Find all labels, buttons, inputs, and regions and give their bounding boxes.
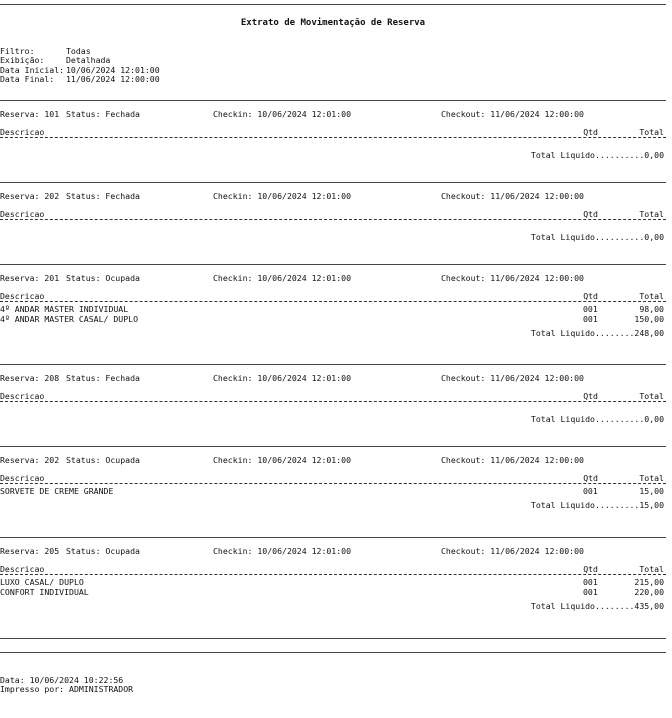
- column-header-qty: Qtd: [583, 291, 598, 301]
- column-header-total: Total: [639, 391, 664, 401]
- reservation-status: Status: Fechada: [66, 191, 140, 201]
- display-label: Exibição:: [0, 55, 45, 65]
- checkout-datetime: Checkout: 11/06/2024 12:00:00: [441, 273, 584, 283]
- display-value: Detalhada: [66, 55, 111, 65]
- item-qty: 001: [583, 486, 598, 496]
- reservation-status: Status: Fechada: [66, 109, 140, 119]
- checkin-datetime: Checkin: 10/06/2024 12:01:00: [213, 109, 352, 119]
- item-description: 4º ANDAR MASTER INDIVIDUAL: [0, 304, 129, 314]
- net-total: Total Liquido.........15,00: [530, 500, 664, 510]
- checkout-datetime: Checkout: 11/06/2024 12:00:00: [441, 191, 584, 201]
- block-top-rule: [0, 446, 666, 447]
- item-qty: 001: [583, 314, 598, 324]
- net-total: Total Liquido..........0,00: [530, 232, 664, 242]
- item-qty: 001: [583, 587, 598, 597]
- checkout-datetime: Checkout: 11/06/2024 12:00:00: [441, 373, 584, 383]
- end-date-value: 11/06/2024 12:00:00: [66, 74, 160, 84]
- column-header-description: Descricao: [0, 564, 45, 574]
- column-header-total: Total: [639, 564, 664, 574]
- checkout-datetime: Checkout: 11/06/2024 12:00:00: [441, 109, 584, 119]
- item-qty: 001: [583, 304, 598, 314]
- column-header-qty: Qtd: [583, 391, 598, 401]
- column-header-rule: [0, 137, 666, 138]
- item-total: 150,00: [634, 314, 664, 324]
- item-qty: 001: [583, 577, 598, 587]
- item-description: CONFORT INDIVIDUAL: [0, 587, 89, 597]
- printed-by: Impresso por: ADMINISTRADOR: [0, 684, 134, 694]
- block-top-rule: [0, 364, 666, 365]
- column-header-description: Descricao: [0, 291, 45, 301]
- net-total: Total Liquido........248,00: [530, 328, 664, 338]
- column-header-rule: [0, 483, 666, 484]
- reservation-number: Reserva: 101: [0, 109, 60, 119]
- top-rule: [0, 4, 666, 5]
- filter-value: Todas: [66, 46, 91, 56]
- column-header-rule: [0, 574, 666, 575]
- report-title: Extrato de Movimentação de Reserva: [240, 18, 426, 28]
- column-header-qty: Qtd: [583, 473, 598, 483]
- reservation-number: Reserva: 202: [0, 191, 60, 201]
- checkin-datetime: Checkin: 10/06/2024 12:01:00: [213, 546, 352, 556]
- column-header-rule: [0, 219, 666, 220]
- item-description: SORVETE DE CREME GRANDE: [0, 486, 114, 496]
- column-header-total: Total: [639, 127, 664, 137]
- reservation-status: Status: Ocupada: [66, 273, 140, 283]
- column-header-description: Descricao: [0, 391, 45, 401]
- column-header-total: Total: [639, 291, 664, 301]
- column-header-description: Descricao: [0, 473, 45, 483]
- filter-label: Filtro:: [0, 46, 35, 56]
- reservation-number: Reserva: 202: [0, 455, 60, 465]
- reservation-number: Reserva: 201: [0, 273, 60, 283]
- start-date-value: 10/06/2024 12:01:00: [66, 65, 160, 75]
- print-date: Data: 10/06/2024 10:22:56: [0, 675, 124, 685]
- column-header-description: Descricao: [0, 127, 45, 137]
- item-description: 4º ANDAR MASTER CASAL/ DUPLO: [0, 314, 139, 324]
- checkin-datetime: Checkin: 10/06/2024 12:01:00: [213, 373, 352, 383]
- net-total: Total Liquido..........0,00: [530, 414, 664, 424]
- footer-rule-2: [0, 652, 666, 653]
- checkin-datetime: Checkin: 10/06/2024 12:01:00: [213, 455, 352, 465]
- footer-rule-1: [0, 638, 666, 639]
- net-total: Total Liquido........435,00: [530, 601, 664, 611]
- checkout-datetime: Checkout: 11/06/2024 12:00:00: [441, 455, 584, 465]
- item-total: 98,00: [639, 304, 664, 314]
- item-total: 215,00: [634, 577, 664, 587]
- item-total: 15,00: [639, 486, 664, 496]
- net-total: Total Liquido..........0,00: [530, 150, 664, 160]
- block-top-rule: [0, 537, 666, 538]
- reservation-status: Status: Fechada: [66, 373, 140, 383]
- item-description: LUXO CASAL/ DUPLO: [0, 577, 84, 587]
- block-top-rule: [0, 100, 666, 101]
- checkout-datetime: Checkout: 11/06/2024 12:00:00: [441, 546, 584, 556]
- column-header-qty: Qtd: [583, 209, 598, 219]
- block-top-rule: [0, 182, 666, 183]
- checkin-datetime: Checkin: 10/06/2024 12:01:00: [213, 191, 352, 201]
- reservation-number: Reserva: 205: [0, 546, 60, 556]
- column-header-qty: Qtd: [583, 564, 598, 574]
- column-header-total: Total: [639, 209, 664, 219]
- reservation-status: Status: Ocupada: [66, 455, 140, 465]
- column-header-rule: [0, 401, 666, 402]
- item-total: 220,00: [634, 587, 664, 597]
- reservation-number: Reserva: 208: [0, 373, 60, 383]
- column-header-description: Descricao: [0, 209, 45, 219]
- column-header-total: Total: [639, 473, 664, 483]
- reservation-status: Status: Ocupada: [66, 546, 140, 556]
- start-date-label: Data Inicial:: [0, 65, 65, 75]
- column-header-qty: Qtd: [583, 127, 598, 137]
- end-date-label: Data Final:: [0, 74, 55, 84]
- block-top-rule: [0, 264, 666, 265]
- checkin-datetime: Checkin: 10/06/2024 12:01:00: [213, 273, 352, 283]
- column-header-rule: [0, 301, 666, 302]
